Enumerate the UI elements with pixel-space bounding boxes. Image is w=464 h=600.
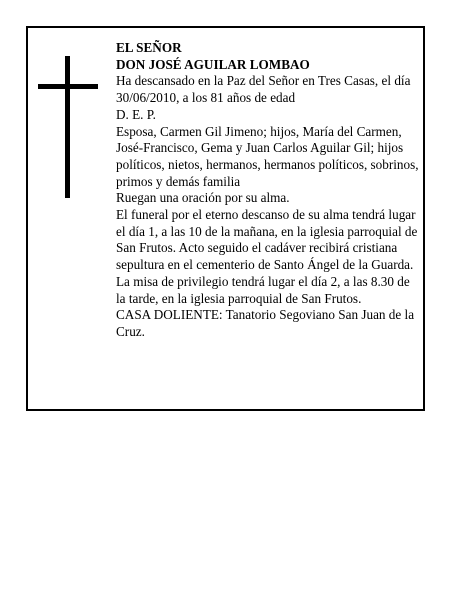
- mourning-house-text: CASA DOLIENTE: Tanatorio Segoviano San Juan de la Cruz.: [116, 307, 415, 339]
- prayer-text: Ruegan una oración por su alma.: [116, 190, 290, 206]
- funeral-text: El funeral por el eterno descanso de su alma tendrá lugar el día 1, a las 10 de la mañana, en la iglesia parroquial de San Frutos. Acto seguido el cadáver recibirá cristiana sepultura en el cementerio de Santo Ángel de la Guarda. La misa de privilegio tendrá lugar el día 2, a las 8.30 de la tarde, en la iglesia parroquial de San Frutos.: [116, 207, 418, 306]
- announcement-text: Ha descansado en la Paz del Señor en Tres Casas, el día 30/06/2010, a los 81 años de edad: [116, 73, 411, 106]
- cross-horizontal-bar: [38, 84, 98, 89]
- obituary-notice-frame: [26, 26, 425, 411]
- family-text: Esposa, Carmen Gil Jimeno; hijos, María del Carmen, José-Francisco, Gema y Juan Carlos Aguilar Gil; hijos políticos, nietos, hermanos, hermanos políticos, sobrinos, primos y demás familia: [116, 123, 419, 189]
- dep-text: D. E. P.: [116, 106, 156, 122]
- cross-icon: [38, 56, 98, 198]
- deceased-name: DON JOSÉ AGUILAR LOMBAO: [116, 56, 310, 72]
- cross-vertical-bar: [65, 56, 70, 198]
- title-line-1: EL SEÑOR: [116, 40, 182, 55]
- obituary-text: [116, 40, 422, 341]
